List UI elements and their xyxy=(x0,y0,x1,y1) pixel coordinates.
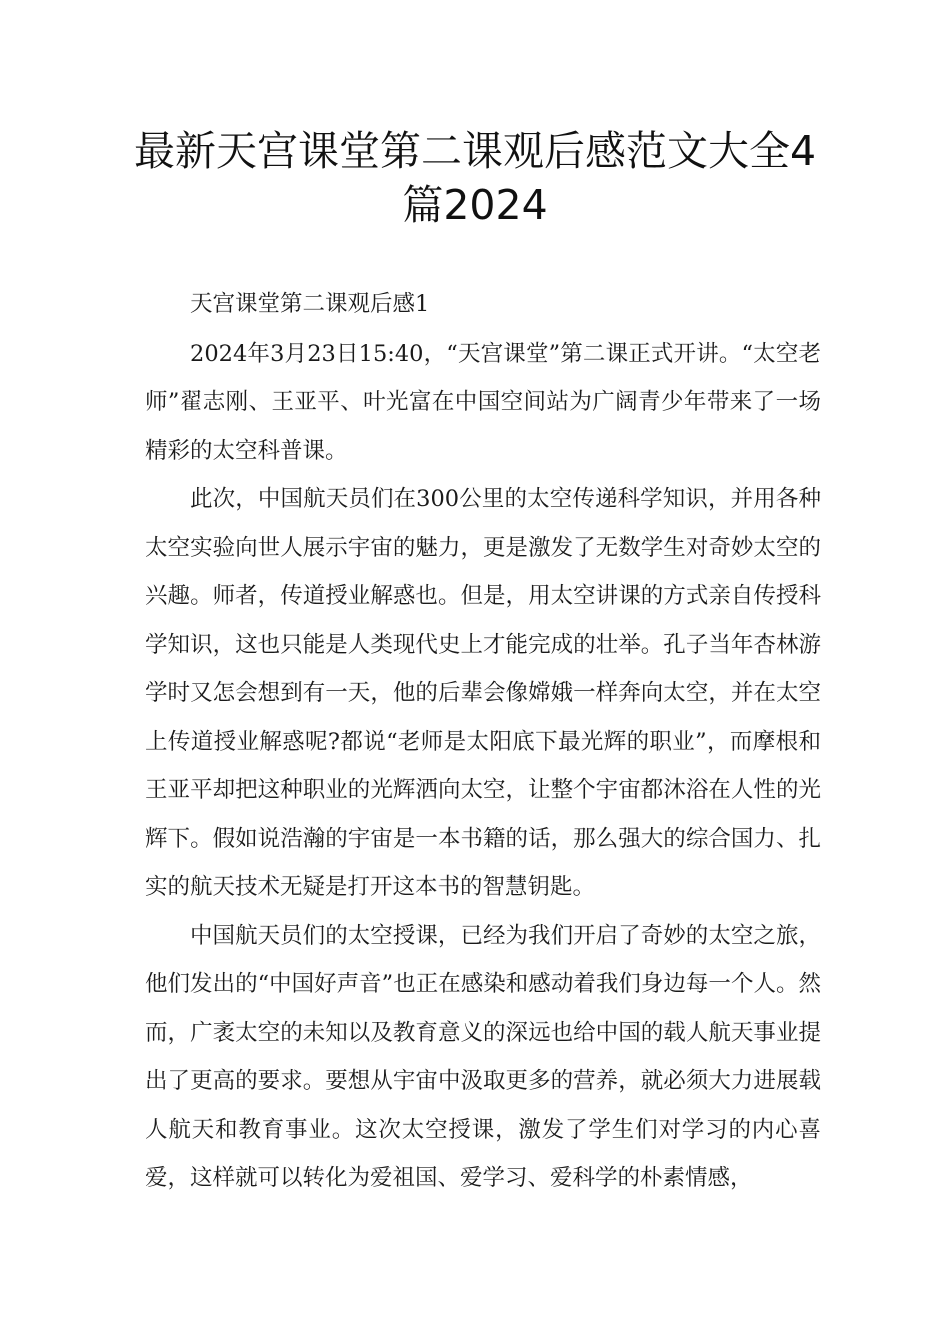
document-body xyxy=(145,280,821,1203)
document-title: 最新天宫课堂第二课观后感范文大全4篇2024 xyxy=(133,127,817,229)
paragraph: 中国航天员们的太空授课，已经为我们开启了奇妙的太空之旅，他们发出的“中国好声音”也正在感染和感动着我们身边每一个人。然而，广袤太空的未知以及教育意义的深远也给中国的载人航天事业提出了更高的要求。要想从宇宙中汲取更多的营养，就必须大力进展载人航天和教育事业。这次太空授课，激发了学生们对学习的内心喜爱，这样就可以转化为爱祖国、爱学习、爱科学的朴素情感， xyxy=(145,922,821,1191)
section-heading: 天宫课堂第二课观后感1 xyxy=(190,291,430,317)
paragraph: 2024年3月23日15:40，“天宫课堂”第二课正式开讲。“太空老师”翟志刚、王亚平、叶光富在中国空间站为广阔青少年带来了一场精彩的太空科普课。 xyxy=(145,340,821,464)
paragraph: 此次，中国航天员们在300公里的太空传递科学知识，并用各种太空实验向世人展示宇宙的魅力，更是激发了无数学生对奇妙太空的兴趣。师者，传道授业解惑也。但是，用太空讲课的方式亲自传授科学知识，这也只能是人类现代史上才能完成的壮举。孔子当年杏林游学时又怎会想到有一天，他的后辈会像嫦娥一样奔向太空，并在太空上传道授业解惑呢?都说“老师是太阳底下最光辉的职业”，而摩根和王亚平却把这种职业的光辉洒向太空，让整个宇宙都沐浴在人性的光辉下。假如说浩瀚的宇宙是一本书籍的话，那么强大的综合国力、扎实的航天技术无疑是打开这本书的智慧钥匙。 xyxy=(145,486,821,900)
